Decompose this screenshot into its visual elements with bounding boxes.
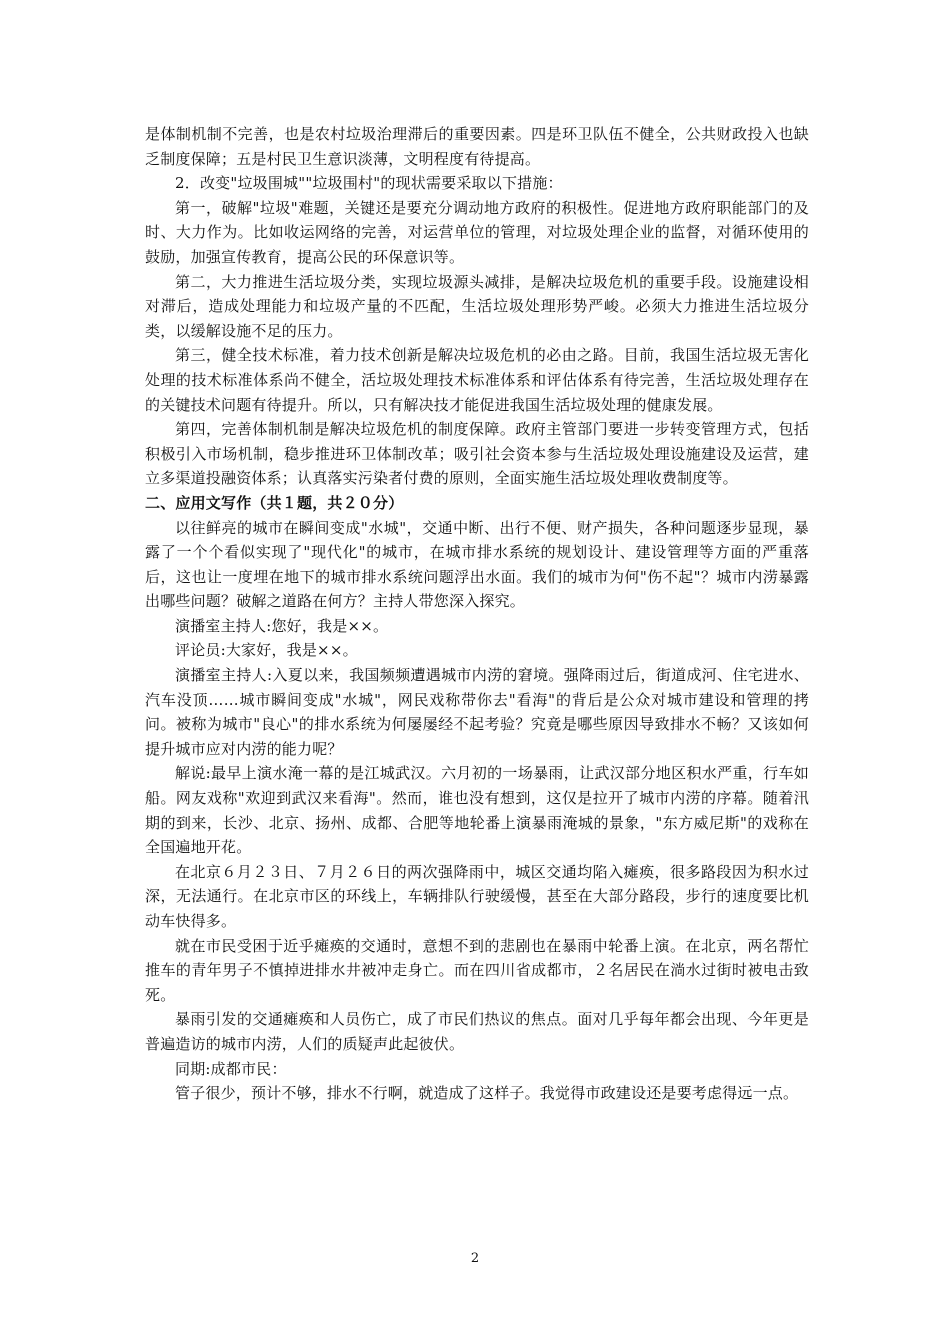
paragraph-measure-4: 第四，完善体制机制是解决垃圾危机的制度保障。政府主管部门要进一步转变管理方式，包括积极引入市场机制，稳步推进环卫体制改革；吸引社会资本参与生活垃圾处理设施建设及运营，建立多渠道投融资体系；认真落实污染者付费的原则，全面实施生活垃圾处理收费制度等。 [145,420,809,488]
page-number: 2 [470,1251,480,1266]
paragraph-host-greeting: 演播室主持人:您好，我是××。 [175,616,389,635]
paragraph-citizen-quote: 管子很少，预计不够，排水不行啊，就造成了这样子。我觉得市政建设还是要考虑得远一点。 [175,1084,799,1103]
paragraph-measures-intro: 2．改变"垃圾围城""垃圾围村"的现状需要采取以下措施： [175,174,563,193]
paragraph-narration-wuhan: 解说:最早上演水淹一幕的是江城武汉。六月初的一场暴雨，让武汉部分地区积水严重，行车如船。网友戏称"欢迎到武汉来看海"。然而，谁也没有想到，这仅是拉开了城市内涝的序幕。随着汛期的到来，长沙、北京、扬州、成都、合肥等地轮番上演暴雨淹城的景象，"东方威尼斯"的戏称在全国遍地开花。 [145,764,809,857]
document-page [145,122,809,1106]
paragraph-measure-2: 第二，大力推进生活垃圾分类，实现垃圾源头减排，是解决垃圾危机的重要手段。设施建设相对滞后，造成处理能力和垃圾产量的不匹配，生活垃圾处理形势严峻。必须大力推进生活垃圾分类，以缓解设施不足的压力。 [145,272,809,340]
paragraph-measure-3: 第三，健全技术标准，着力技术创新是解决垃圾危机的必由之路。目前，我国生活垃圾无害化处理的技术标准体系尚不健全，活垃圾处理技术标准体系和评估体系有待完善，生活垃圾处理存在的关键技术问题有待提升。所以，只有解决技才能促进我国生活垃圾处理的健康发展。 [145,346,809,414]
paragraph-host-intro: 演播室主持人:入夏以来，我国频频遭遇城市内涝的窘境。强降雨过后，街道成河、住宅进水、汽车没顶……城市瞬间变成"水城"，网民戏称带你去"看海"的背后是公众对城市建设和管理的拷问。被称为城市"良心"的排水系统为何屡屡经不起考验？究竟是哪些原因导致排水不畅？又该如何提升城市应对内涝的能力呢？ [145,666,809,758]
paragraph-citizen-label: 同期:成都市民： [175,1059,287,1078]
paragraph-public-concern: 暴雨引发的交通瘫痪和人员伤亡，成了市民们热议的焦点。面对几乎每年都会出现、今年更是普遍造访的城市内涝，人们的质疑声此起彼伏。 [145,1010,809,1053]
paragraph-commentator-greeting: 评论员:大家好，我是××。 [175,641,358,660]
paragraph-tragedy: 就在市民受困于近乎瘫痪的交通时，意想不到的悲剧也在暴雨中轮番上演。在北京，两名帮忙推车的青年男子不慎掉进排水井被冲走身亡。而在四川省成都市，２名居民在淌水过街时被电击致死。 [145,936,809,1004]
section-heading: 二、应用文写作（共１题，共２０分） [145,493,404,512]
paragraph-beijing-rain: 在北京６月２３日、７月２６日的两次强降雨中，城区交通均陷入瘫痪，很多路段因为积水过深，无法通行。在北京市区的环线上，车辆排队行驶缓慢，甚至在大部分路段，步行的速度要比机动车快得多。 [145,862,809,930]
paragraph-measure-1: 第一，破解"垃圾"难题，关键还是要充分调动地方政府的积极性。促进地方政府职能部门的及时、大力作为。比如收运网络的完善，对运营单位的管理，对垃圾处理企业的监督，对循环使用的鼓励，加强宣传教育，提高公民的环保意识等。 [145,198,809,266]
paragraph-intro: 以往鲜亮的城市在瞬间变成"水城"，交通中断、出行不便、财产损失，各种问题逐步显现，暴露了一个个看似实现了"现代化"的城市，在城市排水系统的规划设计、建设管理等方面的严重落后，这也让一度埋在地下的城市排水系统问题浮出水面。我们的城市为何"伤不起"？城市内涝暴露出哪些问题？破解之道路在何方？主持人带您深入探究。 [145,518,809,611]
paragraph-continuation: 是体制机制不完善，也是农村垃圾治理滞后的重要因素。四是环卫队伍不健全，公共财政投入也缺乏制度保障；五是村民卫生意识淡薄，文明程度有待提高。 [145,125,809,168]
